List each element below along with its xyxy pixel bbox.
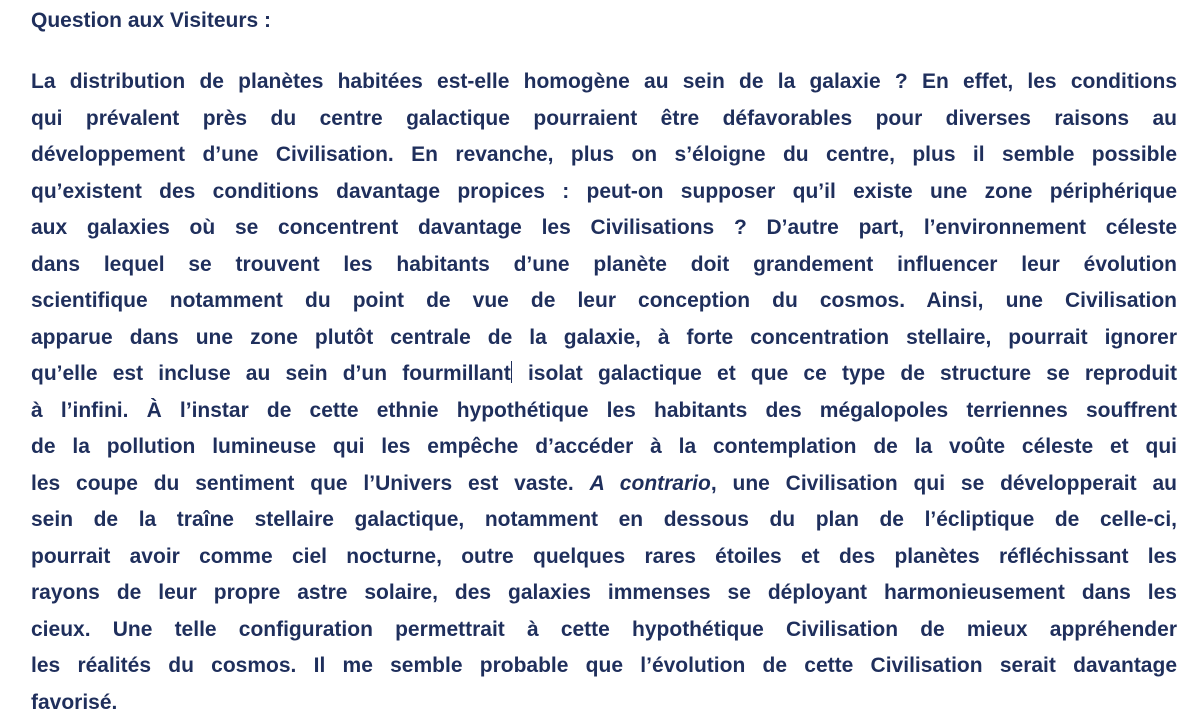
line-text: qu’elle est incluse au sein d’un fourmillant — [31, 362, 511, 385]
paragraph-line: à l’infini. À l’instar de cette ethnie hypothétique les habitants des mégalopoles terriennes souffrent — [31, 398, 1177, 422]
paragraph-line: cieux. Une telle configuration permettrait à cette hypothétique Civilisation de mieux appréhender — [31, 617, 1177, 641]
document-page — [31, 0, 1177, 721]
paragraph-line: dans lequel se trouvent les habitants d’une planète doit grandement influencer leur évolution — [31, 252, 1177, 276]
paragraph-line: scientifique notamment du point de vue de leur conception du cosmos. Ainsi, une Civilisation — [31, 289, 1177, 312]
paragraph-line: qu’existent des conditions davantage propices : peut-on supposer qu’il existe une zone périphérique — [31, 179, 1177, 203]
paragraph-line: qui prévalent près du centre galactique pourraient être défavorables pour diverses raisons au — [31, 106, 1177, 130]
paragraph-line: favorisé. — [31, 690, 118, 714]
line-text: , une Civilisation qui se développerait au — [710, 471, 1177, 495]
document-heading: Question aux Visiteurs : — [31, 9, 272, 32]
paragraph-line: de la pollution lumineuse qui les empêche d’accéder à la contemplation de la voûte céleste et qui — [31, 435, 1177, 458]
line-text: isolat galactique et que ce type de structure se reproduit — [512, 362, 1177, 385]
text-cursor — [511, 361, 512, 383]
paragraph-line: La distribution de planètes habitées est-elle homogène au sein de la galaxie ? En effet, les conditions — [31, 70, 1177, 93]
paragraph-line: rayons de leur propre astre solaire, des galaxies immenses se déployant harmonieusement dans les — [31, 581, 1177, 604]
paragraph[interactable] — [31, 64, 1177, 721]
line-text: les coupe du sentiment que l’Univers est vaste. — [31, 471, 590, 495]
paragraph-line-with-caret — [31, 356, 1177, 393]
italic-phrase: A contrario — [589, 471, 711, 495]
paragraph-line: pourrait avoir comme ciel nocturne, outre quelques rares étoiles et des planètes réfléchissant les — [31, 544, 1177, 568]
paragraph-line: sein de la traîne stellaire galactique, notamment en dessous du plan de l’écliptique de celle-ci, — [31, 508, 1177, 531]
paragraph-line — [31, 466, 1177, 503]
paragraph-line: développement d’une Civilisation. En revanche, plus on s’éloigne du centre, plus il semble possible — [31, 143, 1177, 166]
paragraph-line: apparue dans une zone plutôt centrale de la galaxie, à forte concentration stellaire, pourrait ignorer — [31, 325, 1177, 349]
paragraph-line: les réalités du cosmos. Il me semble probable que l’évolution de cette Civilisation serait davantage — [31, 654, 1177, 677]
paragraph-line: aux galaxies où se concentrent davantage les Civilisations ? D’autre part, l’environnement céleste — [31, 216, 1177, 239]
